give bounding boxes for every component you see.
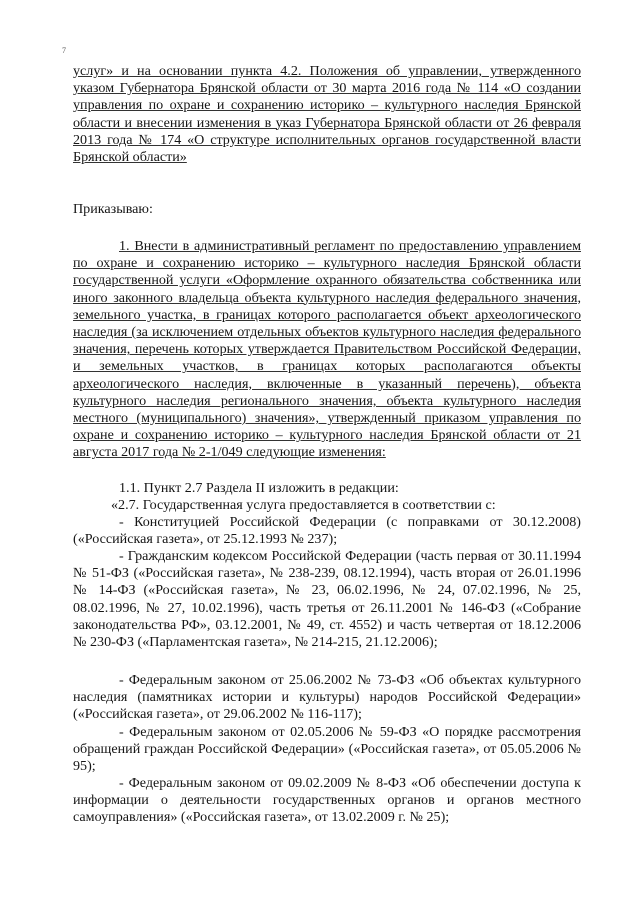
page-number: 7 bbox=[62, 46, 66, 55]
paragraph-fz-8: - Федеральным законом от 09.02.2009 № 8-ФЗ «Об обеспечении доступа к информации о деятельности государственных органов и органов местного самоуправления» («Российская газета», от 13.02.2009 г. № 25); bbox=[73, 775, 581, 826]
paragraph-intro: услуг» и на основании пункта 4.2. Положения об управлении, утвержденного указом Губернатора Брянской области от 30 марта 2016 года № 114 «О создании управления по охране и сохранению историко – культурного наследия Брянской области и внесении изменения в указ Губернатора Брянской области от 26 февраля 2013 года № 174 «О структуре исполнительных органов государственной власти Брянской области» bbox=[73, 63, 581, 166]
paragraph-civil-code: - Гражданским кодексом Российской Федерации (часть первая от 30.11.1994 № 51-ФЗ («Российская газета», № 238-239, 08.12.1994), часть вторая от 26.01.1996 № 14-ФЗ («Российская газета», № 23, 06.02.1996, № 24, 07.02.1996, № 25, 08.02.1996, № 27, 10.02.1996), часть третья от 26.11.2001 № 146-ФЗ («Собрание законодательства РФ», 03.12.2001, № 49, ст. 4552) и часть четвертая от 18.12.2006 № 230-ФЗ («Парламентская газета», № 214-215, 21.12.2006); bbox=[73, 548, 581, 651]
paragraph-2-7: «2.7. Государственная услуга предоставляется в соответствии с: bbox=[111, 497, 496, 513]
paragraph-order: Приказываю: bbox=[73, 201, 153, 217]
paragraph-fz-59: - Федеральным законом от 02.05.2006 № 59-ФЗ «О порядке рассмотрения обращений граждан Российской Федерации» («Российская газета», от 05.05.2006 № 95); bbox=[73, 724, 581, 775]
paragraph-item-1: 1. Внести в административный регламент по предоставлению управлением по охране и сохранению историко – культурного наследия Брянской области государственной услуги «Оформление охранного обязательства собственника или иного законного владельца объекта культурного наследия федерального значения, земельного участка, в границах которого располагается объект археологического наследия (за исключением отдельных объектов культурного наследия федерального значения, перечень которых утверждается Правительством Российской Федерации, и земельных участков, в границах которых располагаются объекты археологического наследия, включенные в указанный перечень), объекта культурного наследия регионального значения, объекта культурного наследия местного (муниципального) значения», утвержденный приказом управления по охране и сохранению историко – культурного наследия Брянской области от 21 августа 2017 года № 2-1/049 следующие изменения: bbox=[73, 238, 581, 461]
paragraph-constitution: - Конституцией Российской Федерации (с поправками от 30.12.2008) («Российская газета», от 25.12.1993 № 237); bbox=[73, 514, 581, 548]
paragraph-item-1-1: 1.1. Пункт 2.7 Раздела II изложить в редакции: bbox=[119, 480, 399, 496]
paragraph-fz-73: - Федеральным законом от 25.06.2002 № 73-ФЗ «Об объектах культурного наследия (памятниках истории и культуры) народов Российской Федерации» («Российская газета», от 29.06.2002 № 116-117); bbox=[73, 672, 581, 723]
